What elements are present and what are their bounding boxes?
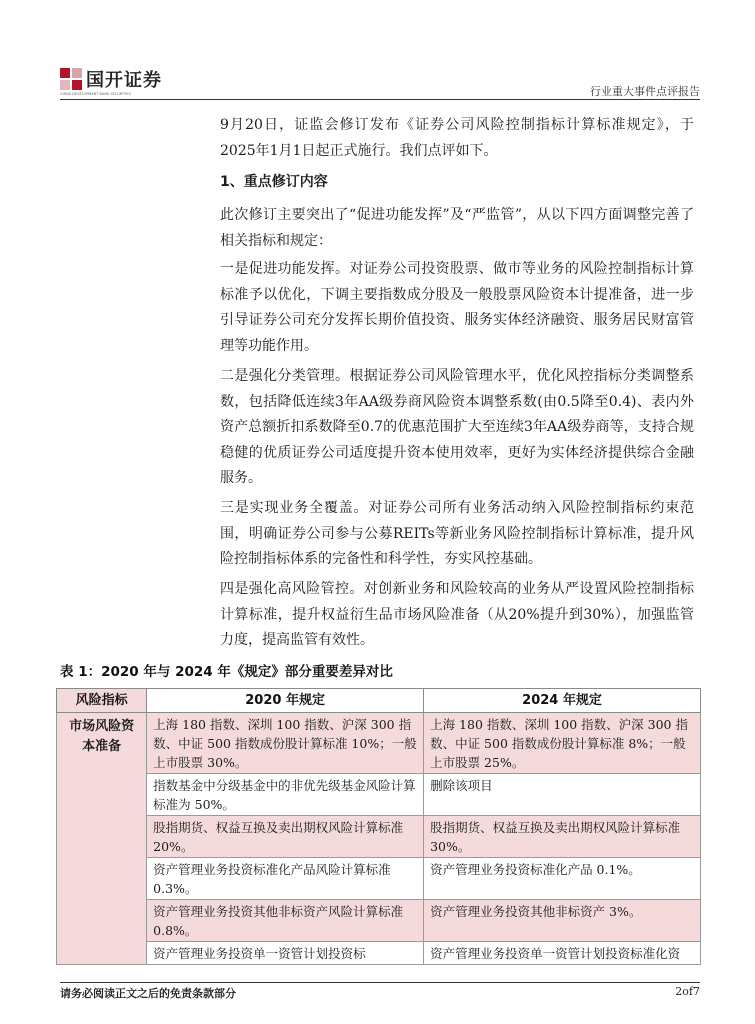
cell-2020: 资产管理业务投资标准化产品风险计算标准 0.3%。 <box>147 858 424 900</box>
cell-2024: 股指期货、权益互换及卖出期权风险计算标准 30%。 <box>424 816 701 858</box>
cell-2020: 资产管理业务投资其他非标资产风险计算标准 0.8%。 <box>147 900 424 942</box>
cell-2020: 资产管理业务投资单一资管计划投资标 <box>147 942 424 965</box>
section-heading: 1、重点修订内容 <box>220 174 328 190</box>
header-divider <box>60 99 700 100</box>
point-one-paragraph: 一是促进功能发挥。对证券公司投资股票、做市等业务的风险控制指标计算标准予以优化，下调主要指数成分股及一般股票风险资本计提准备，进一步引导证券公司充分发挥长期价值投资、服务实体经济融资、服务居民财富管理等功能作用。 <box>220 261 694 354</box>
logo-text: 国开证券 <box>86 70 162 91</box>
table-row <box>57 942 701 965</box>
footer-disclaimer: 请务必阅读正文之后的免责条款部分 <box>60 987 236 1000</box>
table-row <box>57 900 701 942</box>
page-header <box>60 66 700 100</box>
table-row <box>57 713 701 774</box>
summary-paragraph: 此次修订主要突出了“促进功能发挥”及“严监管”，从以下四方面调整完善了相关指标和规定： <box>220 207 694 249</box>
point-four-paragraph: 四是强化高风险管控。对创新业务和风险较高的业务从严设置风险控制指标计算标准，提升权益衍生品市场风险准备（从20%提升到30%），加强监管力度，提高监管有效性。 <box>220 581 694 648</box>
footer-divider <box>60 982 700 983</box>
category-cell: 市场风险资本准备 <box>57 713 147 965</box>
point-two-paragraph: 二是强化分类管理。根据证券公司风险管理水平，优化风控指标分类调整系数，包括降低连续3年AA级券商风险资本调整系数(由0.5降至0.4)、表内外资产总额折扣系数降至0.7的优惠范围扩大至连续3年AA级券商等，支持合规稳健的优质证券公司适度提升资本使用效率，更好为实体经济提供综合金融服务。 <box>220 368 694 486</box>
cell-2024: 上海 180 指数、深圳 100 指数、沪深 300 指数、中证 500 指数成份股计算标准 8%；一般上市股票 25%。 <box>424 713 701 774</box>
table-row <box>57 816 701 858</box>
report-type: 行业重大事件点评报告 <box>590 85 700 98</box>
point-three-paragraph: 三是实现业务全覆盖。对证券公司所有业务活动纳入风险控制指标约束范围，明确证券公司参与公募REITs等新业务风险控制指标计算标准，提升风险控制指标体系的完备性和科学性，夯实风控基础。 <box>220 500 694 567</box>
intro-paragraph: 9月20日，证监会修订发布《证券公司风险控制指标计算标准规定》，于2025年1月1日起正式施行。我们点评如下。 <box>220 117 694 159</box>
cell-2024: 资产管理业务投资其他非标资产 3%。 <box>424 900 701 942</box>
table-row <box>57 858 701 900</box>
cell-2024: 资产管理业务投资单一资管计划投资标准化资 <box>424 942 701 965</box>
logo-subtitle: CHINA DEVELOPMENT BANK SECURITIES <box>60 92 131 96</box>
table-header-row <box>57 689 701 713</box>
header-risk-indicator: 风险指标 <box>57 689 147 713</box>
cell-2020: 指数基金中分级基金中的非优先级基金风险计算标准为 50%。 <box>147 774 424 816</box>
company-logo <box>60 66 162 92</box>
cell-2024: 删除该项目 <box>424 774 701 816</box>
logo-icon <box>60 68 82 90</box>
comparison-table <box>56 688 701 965</box>
cell-2020: 上海 180 指数、深圳 100 指数、沪深 300 指数、中证 500 指数成份股计算标准 10%；一般上市股票 30%。 <box>147 713 424 774</box>
table-caption: 表 1：2020 年与 2024 年《规定》部分重要差异对比 <box>60 664 393 680</box>
cell-2020: 股指期货、权益互换及卖出期权风险计算标准 20%。 <box>147 816 424 858</box>
header-2024-rules: 2024 年规定 <box>424 689 701 713</box>
table-row <box>57 774 701 816</box>
cell-2024: 资产管理业务投资标准化产品 0.1%。 <box>424 858 701 900</box>
header-2020-rules: 2020 年规定 <box>147 689 424 713</box>
page-number: 2of7 <box>675 985 700 998</box>
